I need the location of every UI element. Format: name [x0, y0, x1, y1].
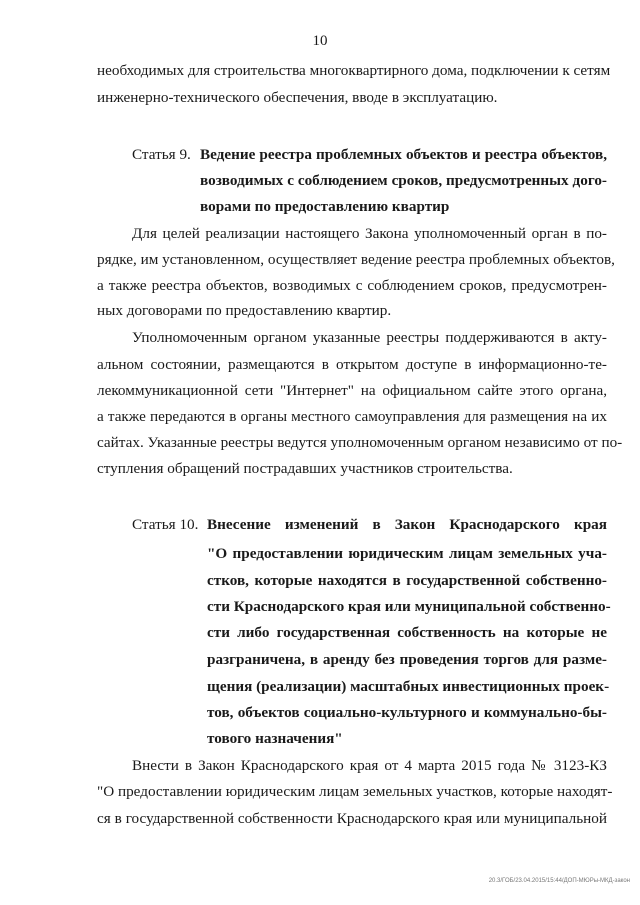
article10-p1-line-2: "О предоставлении юридическим лицам земельных участков, которые находят- — [97, 783, 613, 800]
article9-label: Статья 9. — [132, 146, 191, 163]
article10-title-line-8: тов, объектов социально-культурного и коммунально-бы- — [207, 704, 607, 721]
article10-title-line-4: сти Краснодарского края или муниципальной собственно- — [207, 598, 611, 615]
article9-p1-line-4: ных договорами по предоставлению квартир. — [97, 302, 392, 319]
article9-p2-line-1: Уполномоченным органом указанные реестры поддерживаются в акту- — [132, 329, 607, 346]
article9-p2-line-2: альном состоянии, размещаются в открытом доступе в информационно-те- — [97, 356, 607, 373]
article10-title-line-6: разграничена, в аренду без проведения торгов для разме- — [207, 651, 607, 668]
article10-label: Статья 10. — [132, 516, 199, 533]
article9-title-line-1: Ведение реестра проблемных объектов и реестра объектов, — [200, 146, 607, 163]
article10-p1-line-1: Внести в Закон Краснодарского края от 4 марта 2015 года № 3123-КЗ — [132, 757, 607, 774]
article10-title-line-2: "О предоставлении юридическим лицам земельных уча- — [207, 545, 607, 562]
intro-line-2: инженерно-технического обеспечения, вводе в эксплуатацию. — [97, 89, 498, 106]
article9-p1-line-1: Для целей реализации настоящего Закона уполномоченный орган в по- — [132, 225, 607, 242]
article9-p2-line-6: ступления обращений пострадавших участников строительства. — [97, 460, 513, 477]
intro-line-1: необходимых для строительства многоквартирного дома, подключении к сетям — [97, 62, 611, 79]
article10-title-line-7: щения (реализации) масштабных инвестиционных проек- — [207, 678, 610, 695]
article9-title-line-2: возводимых с соблюдением сроков, предусмотренных дого- — [200, 172, 607, 189]
article10-title-line-5: сти либо государственная собственность на которые не — [207, 624, 607, 641]
article9-p2-line-4: а также передаются в органы местного самоуправления для размещения на их — [97, 408, 607, 425]
article10-title-line-9: тового назначения" — [207, 730, 343, 747]
article9-p1-line-2: рядке, им установленном, осуществляет ведение реестра проблемных объектов, — [97, 251, 615, 268]
article10-title-line-3: стков, которые находятся в государственной собственно- — [207, 572, 607, 589]
article9-p2-line-3: лекоммуникационной сети "Интернет" на официальном сайте этого органа, — [97, 382, 607, 399]
article9-title-line-3: ворами по предоставлению квартир — [200, 198, 450, 215]
article9-p1-line-3: а также реестра объектов, возводимых с соблюдением сроков, предусмотрен- — [97, 277, 607, 294]
document-footer-code: 20.3/ГОБ/23.04.2015/15:44/ДОП-МЮРы-МКД-закон — [488, 878, 630, 884]
page-number: 10 — [312, 33, 328, 49]
article10-title-line-1: Внесение изменений в Закон Краснодарского края — [207, 516, 607, 533]
article10-p1-line-3: ся в государственной собственности Краснодарского края или муниципальной — [97, 810, 607, 827]
article9-p2-line-5: сайтах. Указанные реестры ведутся уполномоченным органом независимо от по- — [97, 434, 623, 451]
